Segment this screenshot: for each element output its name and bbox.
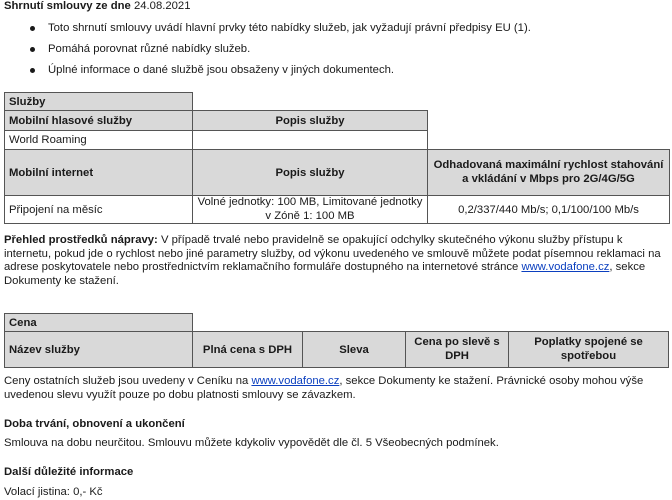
internet-services-header: Mobilní internet (5, 150, 193, 196)
remedies-text: V případě trvalé nebo pravidelně se opakující odchylky skutečného výkonu služby přístupu k internetu, pokud jde o rychlost nebo jiné parametry služby, od výkonu uvedeného ve smlouvě můžete podat písemnou reklamaci na adrese poskytovatele nebo prostřednictvím reklamačního formuláře dostupného na internetové stránce (4, 234, 661, 273)
table-row (5, 196, 670, 224)
price-after-discount-header: Cena po slevě s DPH (406, 332, 509, 368)
title-label: Shrnutí smlouvy ze dne (4, 0, 131, 12)
table-row (5, 332, 669, 368)
remedies-label: Přehled prostředků nápravy: (4, 234, 158, 246)
price-note (4, 375, 668, 402)
bullet-icon (30, 47, 35, 52)
internet-service-speed: 0,2/337/440 Mb/s; 0,1/100/100 Mb/s (428, 196, 670, 224)
table-row (5, 314, 669, 332)
title-date: 24.08.2021 (130, 0, 191, 12)
bullet-text: Pomáhá porovnat různé nabídky služeb. (48, 43, 251, 55)
deposit-text: Volací jistina: 0,- Kč (4, 486, 103, 498)
internet-service-description: Volné jednotky: 100 MB, Limitované jednotky v Zóně 1: 100 MB (193, 196, 428, 224)
price-section-header: Cena (5, 314, 193, 332)
bullet-list (0, 18, 531, 81)
table-row (5, 93, 670, 111)
bullet-icon (30, 26, 35, 31)
internet-description-header: Popis služby (193, 150, 428, 196)
price-table (4, 313, 669, 368)
list-item (0, 39, 531, 60)
table-row (5, 111, 670, 131)
price-note-text-after: , sekce Dokumenty ke stažení. Právnické osoby mohou výše uvedenou slevu využít pouze po dobu platnosti smlouvy se závazkem. (4, 375, 644, 401)
table-row (5, 150, 670, 196)
service-name-header: Název služby (5, 332, 193, 368)
other-info-heading: Další důležité informace (4, 466, 134, 478)
price-note-text: Ceny ostatních služeb jsou uvedeny v Ceníku na (4, 375, 252, 387)
bullet-text: Toto shrnutí smlouvy uvádí hlavní prvky této nabídky služeb, jak vyžadují právní předpisy EU (1). (48, 22, 531, 34)
list-item (0, 18, 531, 39)
remedies-text-after: , sekce Dokumenty ke stažení. (4, 261, 646, 287)
services-table (4, 92, 670, 224)
discount-header: Sleva (303, 332, 406, 368)
vodafone-link[interactable]: www.vodafone.cz (251, 375, 340, 387)
voice-services-header: Mobilní hlasové služby (5, 111, 193, 131)
page-title (4, 0, 191, 12)
voice-service-name: World Roaming (5, 131, 193, 150)
bullet-text: Úplné informace o dané službě jsou obsaženy v jiných dokumentech. (48, 64, 395, 76)
services-section-header: Služby (5, 93, 193, 111)
duration-heading: Doba trvání, obnovení a ukončení (4, 418, 185, 430)
vodafone-link[interactable]: www.vodafone.cz (521, 261, 610, 273)
duration-text: Smlouva na dobu neurčitou. Smlouvu můžete kdykoliv vypovědět dle čl. 5 Všeobecných podmínek. (4, 437, 499, 449)
list-item (0, 60, 531, 81)
table-row (5, 131, 670, 150)
remedies-paragraph (4, 234, 668, 288)
service-description-header: Popis služby (193, 111, 428, 131)
full-price-header: Plná cena s DPH (193, 332, 303, 368)
bullet-icon (30, 68, 35, 73)
speed-header: Odhadovaná maximální rychlost stahování a vkládání v Mbps pro 2G/4G/5G (428, 150, 670, 196)
internet-service-name: Připojení na měsíc (5, 196, 193, 224)
consumption-fees-header: Poplatky spojené se spotřebou (509, 332, 669, 368)
